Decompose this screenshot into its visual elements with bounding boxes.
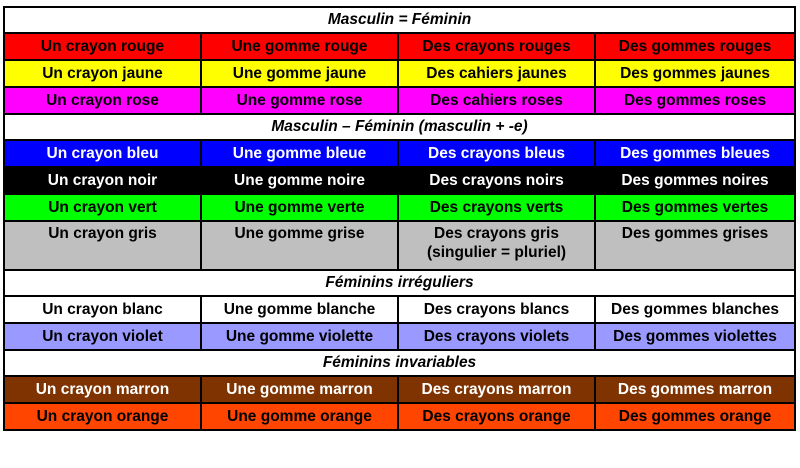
table-cell: Un crayon noir — [4, 167, 201, 194]
section-header-row — [4, 350, 795, 376]
table-cell-line: (singulier = pluriel) — [426, 244, 567, 261]
table-row-marron — [4, 376, 795, 403]
section-title: Masculin – Féminin (masculin + -e) — [4, 114, 795, 140]
table-cell: Un crayon gris — [4, 221, 201, 270]
table-row-noir — [4, 167, 795, 194]
table-row-rouge — [4, 33, 795, 60]
table-cell: Des crayons verts — [398, 194, 595, 221]
table-cell: Des gommes noires — [595, 167, 795, 194]
table-cell: Un crayon blanc — [4, 296, 201, 323]
table-cell: Des gommes jaunes — [595, 60, 795, 87]
table-cell: Des gommes rouges — [595, 33, 795, 60]
table-cell: Une gomme rouge — [201, 33, 398, 60]
table-cell: Des gommes vertes — [595, 194, 795, 221]
table-cell: Des cahiers jaunes — [398, 60, 595, 87]
table-cell: Un crayon bleu — [4, 140, 201, 167]
section-title: Masculin = Féminin — [4, 7, 795, 33]
table-cell: Un crayon orange — [4, 403, 201, 430]
table-cell: Une gomme blanche — [201, 296, 398, 323]
table-cell: Un crayon violet — [4, 323, 201, 350]
color-adjective-table — [3, 6, 796, 431]
table-row-blanc — [4, 296, 795, 323]
table-cell: Une gomme jaune — [201, 60, 398, 87]
table-cell: Un crayon rouge — [4, 33, 201, 60]
table-cell: Des crayons blancs — [398, 296, 595, 323]
table-cell: Des gommes bleues — [595, 140, 795, 167]
table-cell: Un crayon vert — [4, 194, 201, 221]
table-row-gris — [4, 221, 795, 270]
table-cell: Une gomme noire — [201, 167, 398, 194]
table-cell: Des crayons orange — [398, 403, 595, 430]
table-cell: Une gomme bleue — [201, 140, 398, 167]
table-cell: Des gommes grises — [595, 221, 795, 270]
table-cell: Des gommes blanches — [595, 296, 795, 323]
table-cell: Une gomme marron — [201, 376, 398, 403]
table-cell: Un crayon rose — [4, 87, 201, 114]
table-cell: Des crayons bleus — [398, 140, 595, 167]
table-row-vert — [4, 194, 795, 221]
table-cell: Un crayon marron — [4, 376, 201, 403]
table-cell: Des crayons violets — [398, 323, 595, 350]
table-row-jaune — [4, 60, 795, 87]
section-title: Féminins invariables — [4, 350, 795, 376]
table-row-bleu — [4, 140, 795, 167]
table-cell: Des gommes marron — [595, 376, 795, 403]
table-cell: Des crayons noirs — [398, 167, 595, 194]
table-cell: Des gommes orange — [595, 403, 795, 430]
table-cell-line: Des crayons gris — [434, 225, 559, 242]
table-cell: Des crayons marron — [398, 376, 595, 403]
table-row-rose — [4, 87, 795, 114]
table-cell: Une gomme verte — [201, 194, 398, 221]
section-header-row — [4, 7, 795, 33]
table-cell: Une gomme rose — [201, 87, 398, 114]
table-cell: Des gommes roses — [595, 87, 795, 114]
section-header-row — [4, 114, 795, 140]
table-cell: Une gomme violette — [201, 323, 398, 350]
table-cell: Des cahiers roses — [398, 87, 595, 114]
table-cell — [398, 221, 595, 270]
section-header-row — [4, 270, 795, 296]
table-body — [4, 7, 795, 430]
table-cell: Une gomme grise — [201, 221, 398, 270]
table-row-violet — [4, 323, 795, 350]
table-cell: Des crayons rouges — [398, 33, 595, 60]
table-cell: Des gommes violettes — [595, 323, 795, 350]
section-title: Féminins irréguliers — [4, 270, 795, 296]
table-cell: Un crayon jaune — [4, 60, 201, 87]
table-cell: Une gomme orange — [201, 403, 398, 430]
table-row-orange — [4, 403, 795, 430]
